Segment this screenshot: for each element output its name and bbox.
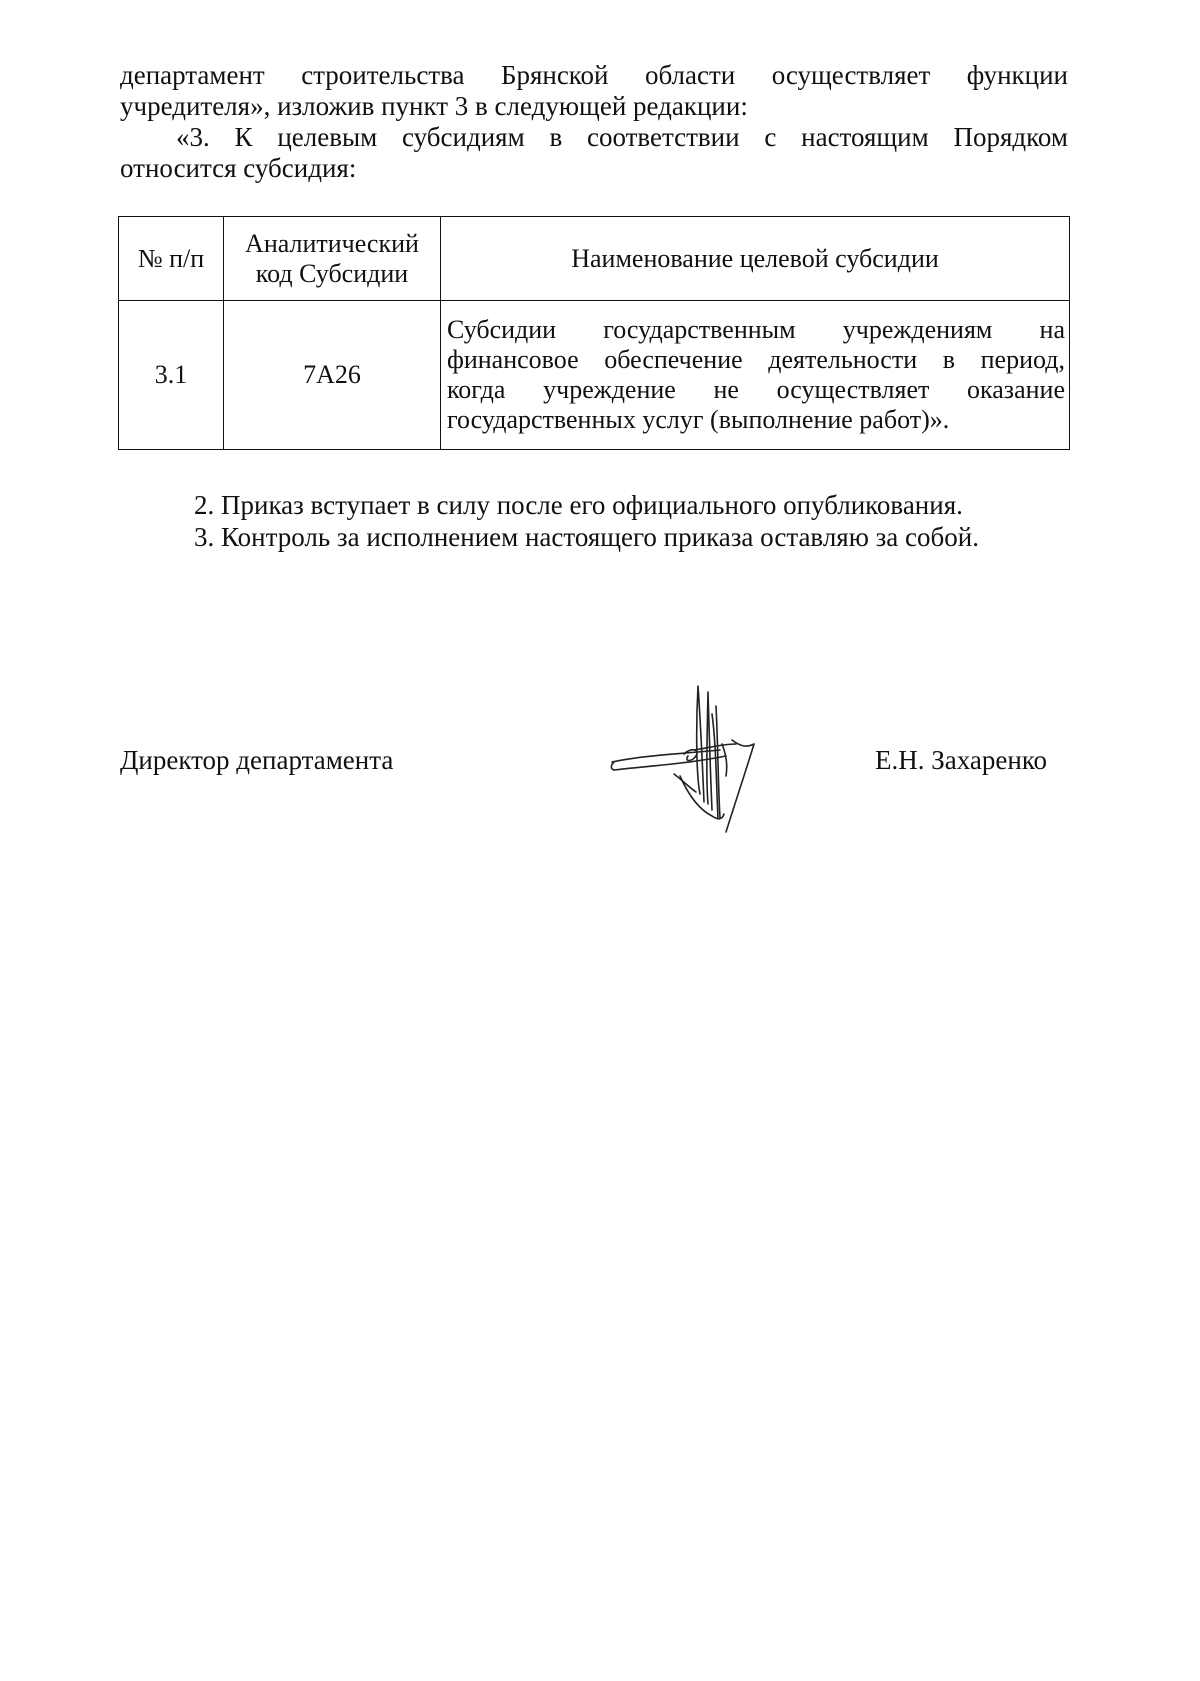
paragraph-line: учредителя», изложив пункт 3 в следующей редакции: [120, 91, 748, 121]
paragraph-line: относится субсидия: [120, 153, 357, 183]
item-3: 3. Контроль за исполнением настоящего приказа оставляю за собой. [194, 522, 979, 552]
table-row [119, 301, 1070, 450]
cell-num: 3.1 [119, 301, 224, 450]
header-code-line: Аналитический [245, 228, 419, 258]
cell-name-line: когда учреждение не осуществляет оказание [447, 375, 1065, 404]
cell-name-line: финансовое обеспечение деятельности в период, [447, 345, 1065, 374]
paragraph-line: департамент строительства Брянской области осуществляет функции [120, 60, 1068, 90]
cell-name-line: Субсидии государственным учреждениям на [447, 315, 1065, 344]
subsidy-table [118, 216, 1070, 450]
paragraph-point-3 [120, 122, 1068, 184]
header-code [224, 217, 441, 301]
signatory-name: Е.Н. Захаренко [875, 745, 1048, 775]
table-header-row [119, 217, 1070, 301]
paragraph-intro [120, 60, 1068, 122]
signatory-title: Директор департамента [120, 745, 394, 775]
cell-name-line: государственных услуг (выполнение работ)». [447, 405, 950, 434]
handwritten-signature-icon [608, 684, 818, 834]
cell-name [441, 301, 1070, 450]
header-code-line: код Субсидии [255, 258, 409, 288]
item-2: 2. Приказ вступает в силу после его официального опубликования. [194, 490, 963, 520]
cell-code: 7А26 [224, 301, 441, 450]
paragraph-line: «3. К целевым субсидиям в соответствии с настоящим Порядком [176, 122, 1068, 152]
header-num: № п/п [119, 217, 224, 301]
header-name: Наименование целевой субсидии [441, 217, 1070, 301]
